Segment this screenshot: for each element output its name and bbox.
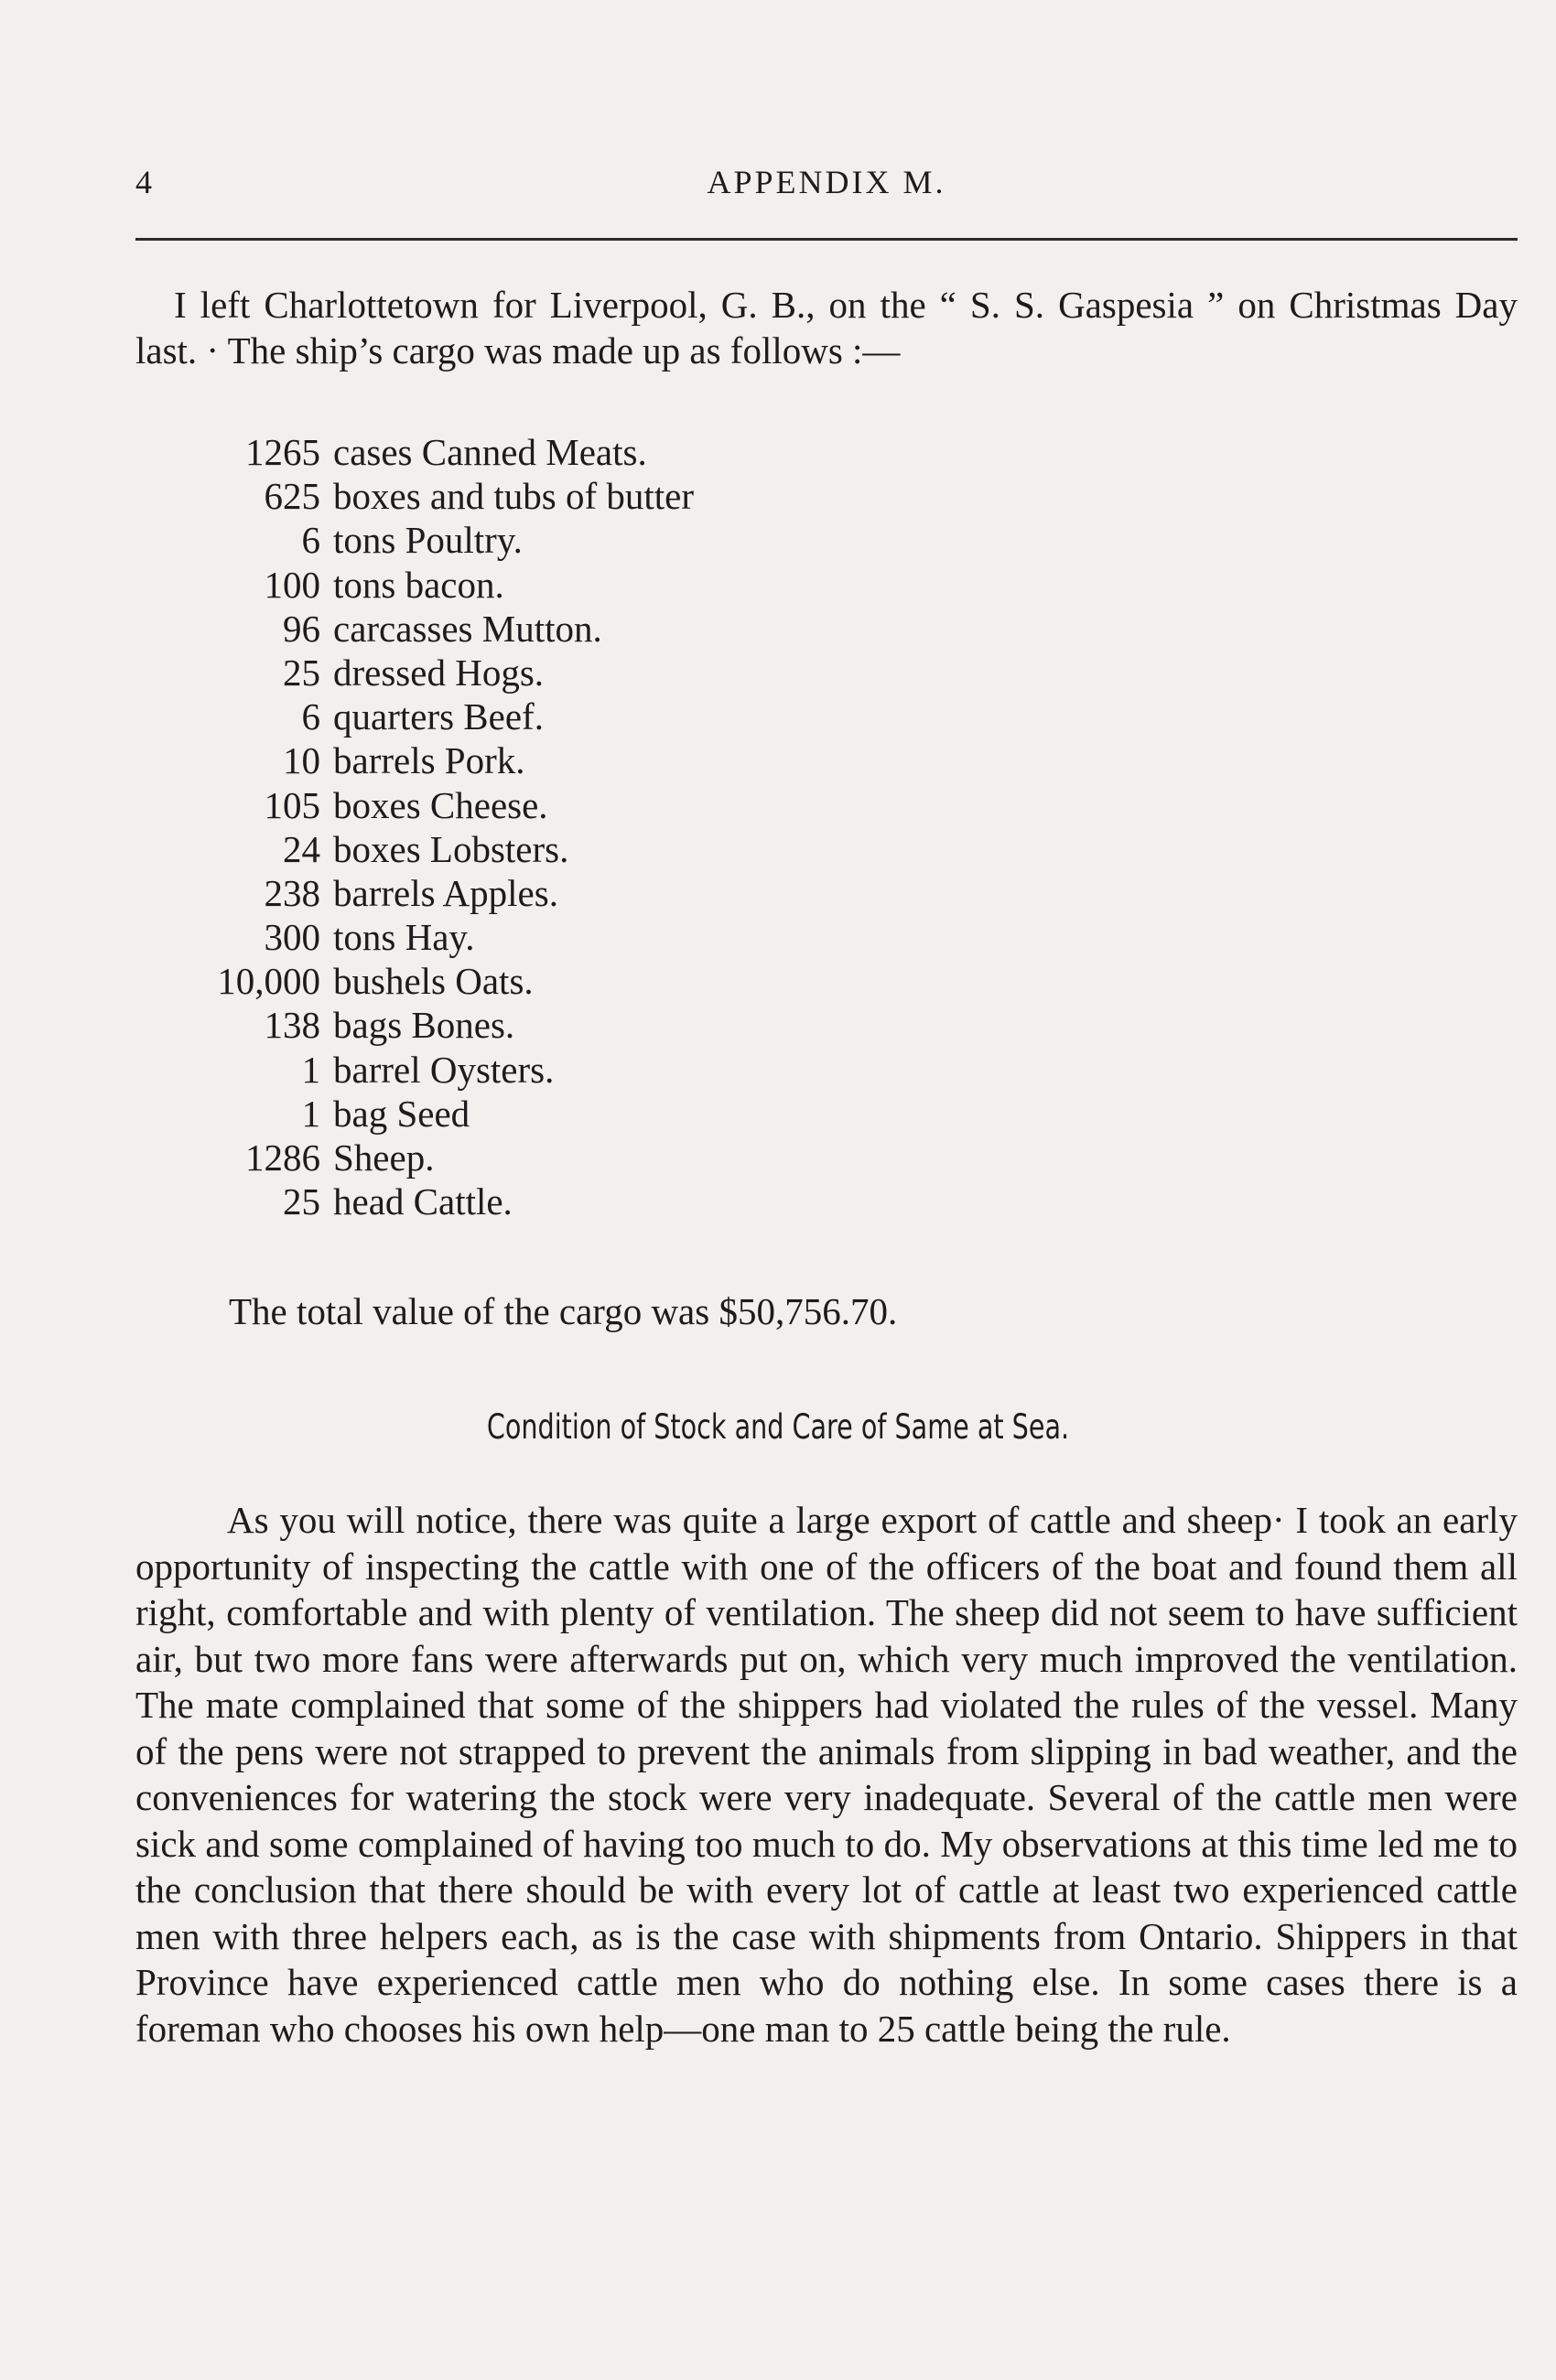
cargo-quantity: 6 [301, 519, 320, 562]
cargo-quantity: 25 [283, 1180, 320, 1223]
cargo-item [0, 1003, 915, 1047]
cargo-description: boxes and tubs of butter [333, 475, 694, 518]
section-heading: Condition of Stock and Care of Same at Sea. [486, 1407, 1070, 1447]
cargo-quantity: 138 [264, 1004, 320, 1047]
cargo-item [0, 738, 915, 782]
running-head: APPENDIX M. [707, 164, 946, 200]
cargo-description: tons bacon. [333, 563, 504, 606]
cargo-item [0, 430, 915, 474]
cargo-quantity: 25 [283, 651, 320, 694]
page-header [135, 163, 1518, 209]
cargo-description: tons Hay. [333, 916, 475, 959]
cargo-item [0, 563, 915, 607]
cargo-description: barrels Pork. [333, 739, 525, 782]
cargo-description: bags Bones. [333, 1004, 515, 1047]
cargo-quantity: 10,000 [217, 960, 320, 1003]
cargo-quantity: 96 [283, 607, 320, 650]
cargo-quantity: 1286 [245, 1136, 320, 1179]
cargo-quantity: 1 [301, 1048, 320, 1091]
page-number: 4 [135, 164, 154, 200]
cargo-item [0, 1179, 915, 1223]
cargo-item [0, 651, 915, 695]
cargo-description: head Cattle. [333, 1180, 513, 1223]
cargo-description: carcasses Mutton. [333, 607, 602, 650]
cargo-description: bushels Oats. [333, 960, 534, 1003]
cargo-description: cases Canned Meats. [333, 431, 647, 473]
cargo-item [0, 1048, 915, 1092]
cargo-quantity: 238 [264, 871, 320, 914]
cargo-quantity: 105 [264, 783, 320, 826]
cargo-quantity: 300 [264, 916, 320, 959]
cargo-item [0, 915, 915, 959]
cargo-description: tons Poultry. [333, 519, 523, 562]
cargo-quantity: 24 [283, 827, 320, 870]
cargo-quantity: 100 [264, 563, 320, 606]
cargo-item [0, 695, 915, 738]
cargo-description: dressed Hogs. [333, 651, 545, 694]
cargo-quantity: 10 [283, 739, 320, 782]
cargo-description: boxes Cheese. [333, 783, 548, 826]
cargo-quantity: 625 [264, 475, 320, 518]
cargo-description: barrel Oysters. [333, 1048, 555, 1091]
cargo-list [0, 430, 915, 1223]
cargo-description: Sheep. [333, 1136, 435, 1179]
cargo-item [0, 827, 915, 871]
header-rule [135, 238, 1518, 241]
body-paragraph: As you will notice, there was quite a large export of cattle and sheep· I took an early opportunity of inspecting the cattle with one of the officers of the boat and found them all right, comfortable and with plenty of ventilation. The sheep did not seem to have sufficient air, but two more fans were afterwards put on, which very much improved the ventilation. The mate complained that some of the shippers had violated the rules of the vessel. Many of the pens were not strapped to prevent the animals from slipping in bad weather, and the conveniences for watering the stock were very inadequate. Several of the cattle men were sick and some complained of having too much to do. My observations at this time led me to the conclusion that there should be with every lot of cattle at least two experienced cattle men with three helpers each, as is the case with shipments from Ontario. Shippers in that Province have experienced cattle men who do nothing else. In some cases there is a foreman who chooses his own help—one man to 25 cattle being the rule. [135, 1499, 1518, 2050]
cargo-item [0, 518, 915, 562]
cargo-quantity: 1265 [245, 431, 320, 473]
intro-paragraph: I left Charlottetown for Liverpool, G. B., on the “ S. S. Gaspesia ” on Christmas Day last. · The ship’s cargo was made up as follows :— [135, 284, 1518, 372]
cargo-total: The total value of the cargo was $50,756.70. [229, 1290, 898, 1332]
cargo-item [0, 1136, 915, 1179]
cargo-item [0, 474, 915, 518]
cargo-quantity: 6 [301, 695, 320, 738]
cargo-item [0, 871, 915, 915]
cargo-description: quarters Beef. [333, 695, 544, 738]
cargo-quantity: 1 [301, 1092, 320, 1135]
cargo-description: boxes Lobsters. [333, 827, 569, 870]
cargo-item [0, 783, 915, 827]
cargo-item [0, 607, 915, 651]
cargo-description: barrels Apples. [333, 871, 558, 914]
cargo-item [0, 1092, 915, 1136]
cargo-item [0, 959, 915, 1003]
cargo-description: bag Seed [333, 1092, 470, 1135]
